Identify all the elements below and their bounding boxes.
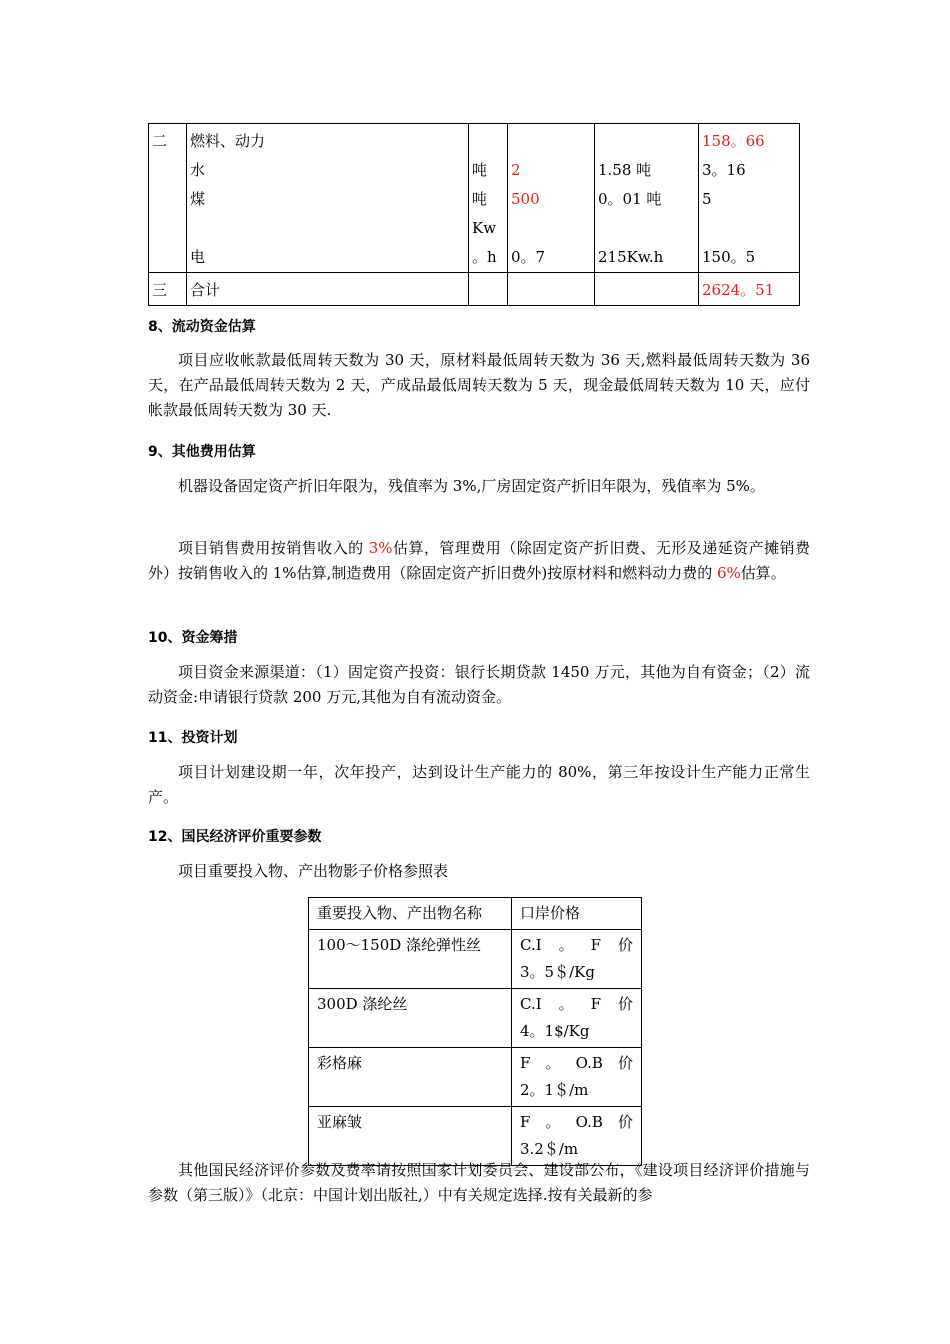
section-8-text: 项目应收帐款最低周转天数为 30 天，原材料最低周转天数为 36 天,燃料最低周转天数为 36 天，在产品最低周转天数为 2 天，产成品最低周转天数为 5 天，现金最低周转天数为 10 天，应付帐款最低周转天数为 30 天. — [148, 351, 810, 419]
table-header-row — [309, 898, 642, 930]
table-row — [149, 124, 800, 273]
quantities: 1.58 吨 0。01 吨 215Kw.h — [595, 124, 699, 273]
section-11-title: 11、投资计划 — [148, 730, 238, 746]
section-9-title: 9、其他费用估算 — [148, 444, 256, 460]
section-12-closing: 其他国民经济评价参数及费率请按照国家计划委员会、建设部公布，《建设项目经济评价措施与参数（第三版）》（北京：中国计划出版社,）中有关规定选择.按有关最新的参 — [148, 1161, 810, 1204]
product-name: 100～150D 涤纶弹性丝 — [309, 930, 512, 989]
table-row — [309, 930, 642, 989]
item-names: 燃料、动力 水 煤 电 — [187, 124, 469, 273]
table-row — [309, 989, 642, 1048]
product-name: 彩格麻 — [309, 1048, 512, 1107]
product-name: 300D 涤纶丝 — [309, 989, 512, 1048]
section-10-title: 10、资金筹措 — [148, 630, 238, 646]
section-11-text: 项目计划建设期一年，次年投产，达到设计生产能力的 80%，第三年按设计生产能力正常生产。 — [148, 763, 810, 806]
port-price: C.I 。 F 价 3。5＄/Kg — [512, 930, 642, 989]
section-9-text-1: 机器设备固定资产折旧年限为，残值率为 3%,厂房固定资产折旧年限为，残值率为 5%。 — [178, 477, 765, 495]
amount-total: 2624。51 — [699, 273, 800, 306]
section-9-text-2: 项目销售费用按销售收入的 3%估算，管理费用（除固定资产折旧费、无形及递延资产摊销费外）按销售收入的 1%估算,制造费用（除固定资产折旧费外)按原材料和燃料动力费的 6%估算。 — [148, 539, 810, 582]
product-name: 亚麻皱 — [309, 1107, 512, 1166]
port-price: F 。 O.B 价 3.2＄/m — [512, 1107, 642, 1166]
table-row — [309, 1048, 642, 1107]
row-number: 三 — [149, 273, 187, 306]
cost-table — [148, 123, 800, 306]
unit-price — [508, 273, 595, 306]
section-12-title: 12、国民经济评价重要参数 — [148, 829, 322, 845]
port-price: C.I 。 F 价 4。1$/Kg — [512, 989, 642, 1048]
unit-prices: 2 500 0。7 — [508, 124, 595, 273]
table-row — [309, 1107, 642, 1166]
shadow-price-table — [308, 897, 642, 1166]
amounts: 158。66 3。16 5 150。5 — [699, 124, 800, 273]
header-name: 重要投入物、产出物名称 — [309, 898, 512, 930]
table-row — [149, 273, 800, 306]
section-10-text: 项目资金来源渠道：（1）固定资产投资：银行长期贷款 1450 万元，其他为自有资金；（2）流动资金:申请银行贷款 200 万元,其他为自有流动资金。 — [148, 663, 810, 706]
port-price: F 。 O.B 价 2。1＄/m — [512, 1048, 642, 1107]
unit — [469, 273, 508, 306]
quantity — [595, 273, 699, 306]
units: 吨 吨 Kw 。h — [469, 124, 508, 273]
header-price: 口岸价格 — [512, 898, 642, 930]
section-12-intro: 项目重要投入物、产出物影子价格参照表 — [178, 862, 449, 880]
item-name: 合计 — [187, 273, 469, 306]
row-number: 二 — [149, 124, 187, 273]
section-8-title: 8、流动资金估算 — [148, 319, 256, 335]
